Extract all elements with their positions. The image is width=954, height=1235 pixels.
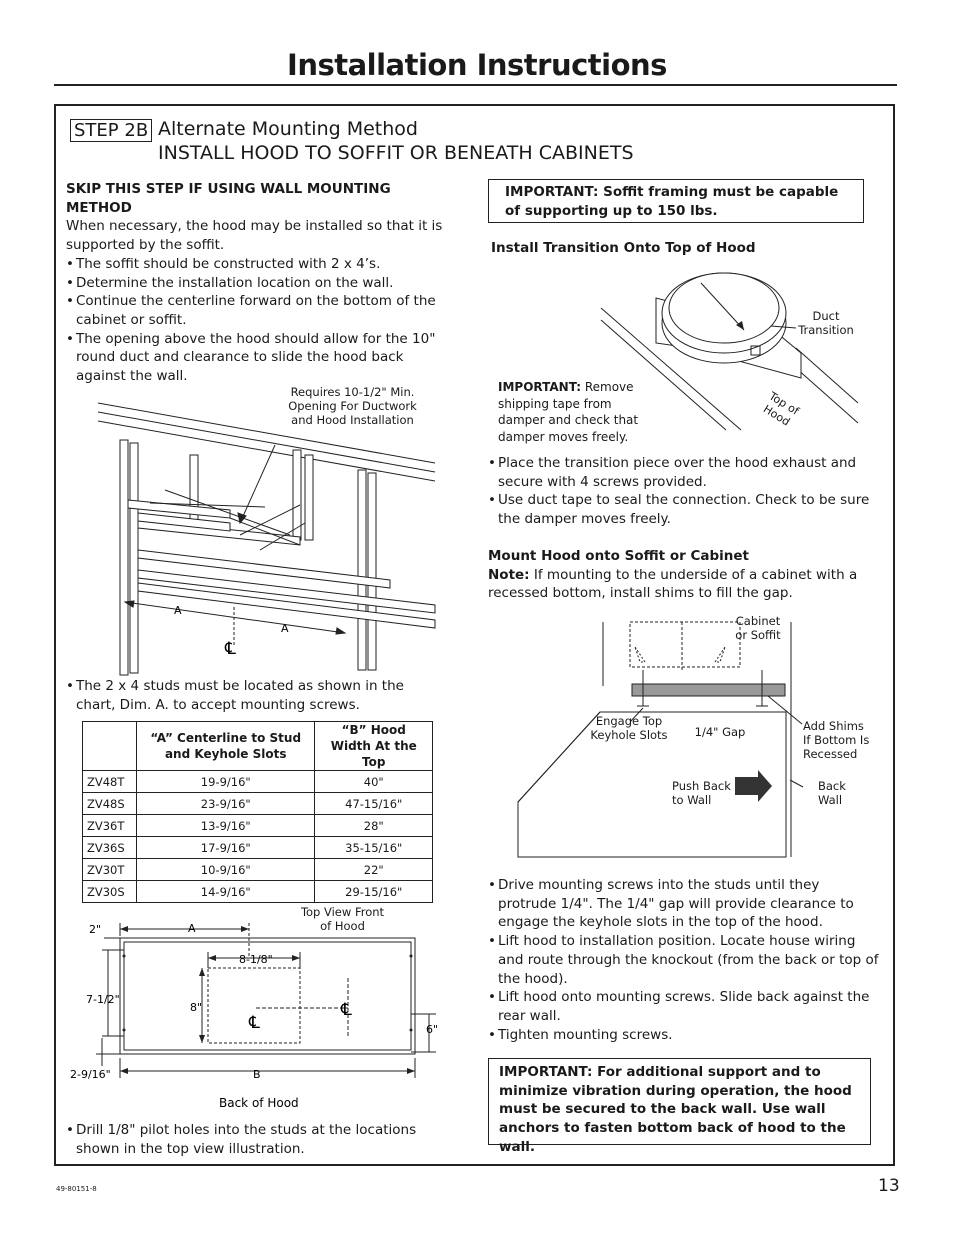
back-of-hood-label: Back of Hood	[219, 1096, 299, 1110]
list-item: • Drill 1/8" pilot holes into the studs at the locations shown in the top view illustration.	[66, 1121, 456, 1158]
dim-b: B	[253, 1068, 261, 1081]
table-row	[83, 771, 433, 793]
tape-note-text: Remove shipping tape from damper and check that damper moves freely.	[498, 380, 639, 444]
table-cell: 40"	[315, 771, 433, 793]
transition-heading: Install Transition Onto Top of Hood	[491, 240, 756, 256]
mount-note-text: If mounting to the underside of a cabinet with a recessed bottom, install shims to fill the gap.	[488, 566, 858, 602]
shims-label: Add Shims If Bottom Is Recessed	[803, 719, 870, 761]
transition-bullets	[488, 454, 883, 529]
table-row	[83, 859, 433, 881]
table-cell: ZV48T	[83, 771, 137, 793]
step-label: STEP 2B	[70, 119, 152, 142]
table-cell: 13-9/16"	[137, 815, 315, 837]
list-item: • Place the transition piece over the hood exhaust and secure with 4 screws provided.	[488, 454, 883, 491]
engage-label: Engage Top Keyhole Slots	[590, 714, 668, 742]
list-item: • Tighten mounting screws.	[488, 1026, 880, 1045]
mount-bullets	[488, 876, 880, 1044]
topview-diagram	[66, 918, 456, 1118]
drill-bullet	[66, 1121, 456, 1158]
page-number: 13	[878, 1176, 900, 1196]
list-item: • The opening above the hood should allow for the 10" round duct and clearance to slide the hood back against the wall.	[66, 330, 456, 386]
list-item: • Determine the installation location on the wall.	[66, 274, 456, 293]
list-item: • Lift hood onto mounting screws. Slide back against the rear wall.	[488, 988, 880, 1025]
table-header-cell: “A” Centerline to Stud and Keyhole Slots	[137, 722, 315, 771]
list-item: • The 2 x 4 studs must be located as shown in the chart, Dim. A. to accept mounting screws.	[66, 677, 446, 714]
dim-6: 6"	[426, 1023, 439, 1036]
stud-chart	[82, 721, 433, 903]
title-rule	[54, 84, 897, 86]
centerline-icon: ℄	[225, 639, 236, 659]
list-item: • Drive mounting screws into the studs until they protrude 1/4". The 1/4" gap will provide clearance to engage the keyhole slots in the top of the hood.	[488, 876, 880, 932]
table-cell: 22"	[315, 859, 433, 881]
table-cell: ZV36T	[83, 815, 137, 837]
dim-a: A	[188, 922, 196, 935]
page-title: Installation Instructions	[287, 48, 667, 82]
dim-8: 8"	[190, 1001, 203, 1014]
intro-text: When necessary, the hood may be installed so that it is supported by the soffit.	[66, 218, 443, 254]
mount-heading: Mount Hood onto Soffit or Cabinet	[488, 548, 749, 564]
topview-title: Top View Front of Hood	[300, 905, 385, 933]
intro-bullets	[66, 255, 456, 386]
table-header	[83, 722, 433, 771]
table-cell: ZV30S	[83, 881, 137, 903]
table-cell: ZV30T	[83, 859, 137, 881]
soffit-important-box: IMPORTANT: Soffit framing must be capable of supporting up to 150 lbs.	[488, 179, 864, 223]
top-of-hood-label: Top of Hood	[760, 389, 802, 429]
step-title-line2: INSTALL HOOD TO SOFFIT OR BENEATH CABINETS	[158, 142, 634, 164]
table-cell: 29-15/16"	[315, 881, 433, 903]
tape-note-bold: IMPORTANT:	[498, 380, 582, 394]
mount-section	[488, 547, 878, 603]
dim-8-1-8: 8-1/8"	[239, 953, 273, 966]
step-title-line1: Alternate Mounting Method	[158, 118, 418, 140]
left-intro	[66, 180, 456, 386]
table-cell: 17-9/16"	[137, 837, 315, 859]
centerline-icon: ℄	[249, 1013, 260, 1033]
dim-7-1-2: 7-1/2"	[86, 993, 120, 1006]
table-cell: 14-9/16"	[137, 881, 315, 903]
final-important-box: IMPORTANT: For additional support and to minimize vibration during operation, the hood must be secured to the back wall. Use wall anchors to fasten bottom back of hood to the wall.	[488, 1058, 871, 1145]
table-row	[83, 815, 433, 837]
table-cell: 10-9/16"	[137, 859, 315, 881]
dim-a-right: A	[281, 622, 289, 635]
table-row	[83, 881, 433, 903]
duct-transition-label: Duct Transition	[798, 309, 854, 337]
back-wall-label: Back Wall	[818, 779, 846, 807]
framing-callout: Requires 10-1/2" Min. Opening For Ductwork and Hood Installation	[288, 385, 417, 427]
doc-code: 49-80151-8	[56, 1185, 97, 1193]
mount-note-bold: Note:	[488, 566, 530, 583]
step-title	[158, 117, 634, 165]
table-cell: 35-15/16"	[315, 837, 433, 859]
table-cell: 23-9/16"	[137, 793, 315, 815]
table-cell: 28"	[315, 815, 433, 837]
centerline-icon: ℄	[341, 1000, 352, 1020]
mount-note	[488, 566, 878, 603]
table-cell: 47-15/16"	[315, 793, 433, 815]
table-header-cell	[83, 722, 137, 771]
framing-diagram	[90, 395, 450, 680]
gap-label: 1/4" Gap	[694, 725, 746, 739]
tape-note	[498, 379, 648, 445]
list-item: • Continue the centerline forward on the bottom of the cabinet or soffit.	[66, 292, 456, 329]
table-header-cell: “B” Hood Width At the Top	[315, 722, 433, 771]
skip-heading: SKIP THIS STEP IF USING WALL MOUNTING METHOD	[66, 181, 391, 216]
table-cell: ZV36S	[83, 837, 137, 859]
list-item: • Lift hood to installation position. Locate house wiring and route through the knockout (from the back or top of the hood).	[488, 932, 880, 988]
list-item: • The soffit should be constructed with 2 x 4’s.	[66, 255, 456, 274]
table-row	[83, 793, 433, 815]
table-cell: 19-9/16"	[137, 771, 315, 793]
table-cell: ZV48S	[83, 793, 137, 815]
dim-a-left: A	[174, 604, 182, 617]
studs-bullet	[66, 677, 446, 714]
cabinet-label: Cabinet or Soffit	[735, 614, 781, 642]
table-row	[83, 837, 433, 859]
push-label: Push Back to Wall	[672, 779, 731, 807]
dim-2-9-16: 2-9/16"	[70, 1068, 111, 1081]
dim-2: 2"	[89, 923, 102, 936]
list-item: • Use duct tape to seal the connection. Check to be sure the damper moves freely.	[488, 491, 883, 528]
